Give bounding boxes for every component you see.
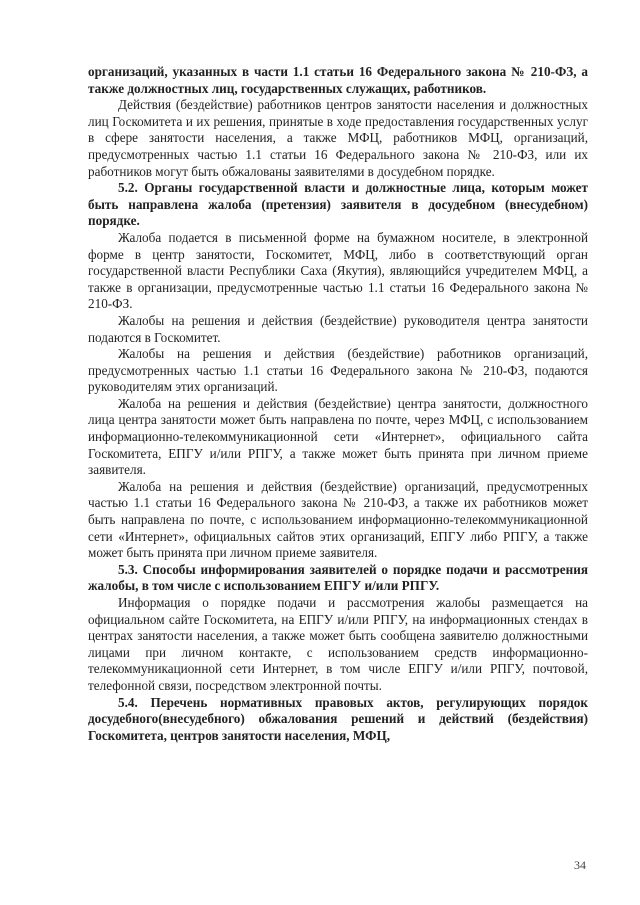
paragraph-complaint-organizations: Жалобы на решения и действия (бездействие) работников организаций, предусмотренных частью 1.1 статьи 16 Федерального закона № 210-ФЗ, подаются руководителям этих организаций. (88, 346, 588, 395)
section-heading-5-3: 5.3. Способы информирования заявителей о порядке подачи и рассмотрения жалобы, в том числе с использованием ЕПГУ и/или РПГУ. (88, 561, 588, 594)
paragraph-complaint-form: Жалоба подается в письменной форме на бумажном носителе, в электронной форме в центр занятости, Госкомитет, МФЦ, либо в соответствующий орган государственной власти Республики Саха (Якутия), являющийся учредителем МФЦ, а также в организации, предусмотренные частью 1.1 статьи 16 Федерального закона № 210-ФЗ. (88, 229, 588, 312)
paragraph-continuation: организаций, указанных в части 1.1 статьи 16 Федерального закона № 210-ФЗ, а также должностных лиц, государственных служащих, работников. (88, 64, 588, 96)
paragraph-complaint-director: Жалобы на решения и действия (бездействие) руководителя центра занятости подаются в Госкомитет. (88, 312, 588, 345)
paragraph-complaint-channels-center: Жалоба на решения и действия (бездействие) центра занятости, должностного лица центра занятости может быть направлена по почте, через МФЦ, с использованием информационно-телекоммуникационной сети «Интернет», официального сайта Госкомитета, ЕПГУ и/или РПГУ, а также может быть принята при личном приеме заявителя. (88, 395, 588, 478)
document-body (88, 64, 588, 744)
paragraph-actions-appeal: Действия (бездействие) работников центров занятости населения и должностных лиц Госкомитета и их решения, принятые в ходе предоставления государственных услуг в сфере занятости населения, а также МФЦ, работников МФЦ, организаций, предусмотренных частью 1.1 статьи 16 Федерального закона № 210-ФЗ, или их работников могут быть обжалованы заявителями в досудебном порядке. (88, 97, 588, 179)
paragraph-complaint-channels-organizations: Жалоба на решения и действия (бездействие) организаций, предусмотренных частью 1.1 статьи 16 Федерального закона № 210-ФЗ, а также их работников может быть направлена по почте, с использованием информационно-телекоммуникационной сети «Интернет», официальных сайтов этих организаций, ЕПГУ либо РПГУ, а также может быть принята при личном приеме заявителя. (88, 478, 588, 561)
section-heading-5-2: 5.2. Органы государственной власти и должностные лица, которым может быть направлена жалоба (претензия) заявителя в досудебном (внесудебном) порядке. (88, 180, 588, 229)
page-number: 34 (574, 858, 586, 872)
section-heading-5-4: 5.4. Перечень нормативных правовых актов, регулирующих порядок досудебного(внесудебного) обжалования решений и действий (бездействия) Госкомитета, центров занятости населения, МФЦ, (88, 694, 588, 743)
paragraph-information-methods: Информация о порядке подачи и рассмотрения жалобы размещается на официальном сайте Госкомитета, на ЕПГУ и/или РПГУ, на информационных стендах в центрах занятости населения, а также может быть сообщена заявителю должностными лицами при личном контакте, с использованием средств информационно-телекоммуникационной сети Интернет, в том числе ЕПГУ и/или РПГУ, почтовой, телефонной связи, посредством электронной почты. (88, 595, 588, 693)
